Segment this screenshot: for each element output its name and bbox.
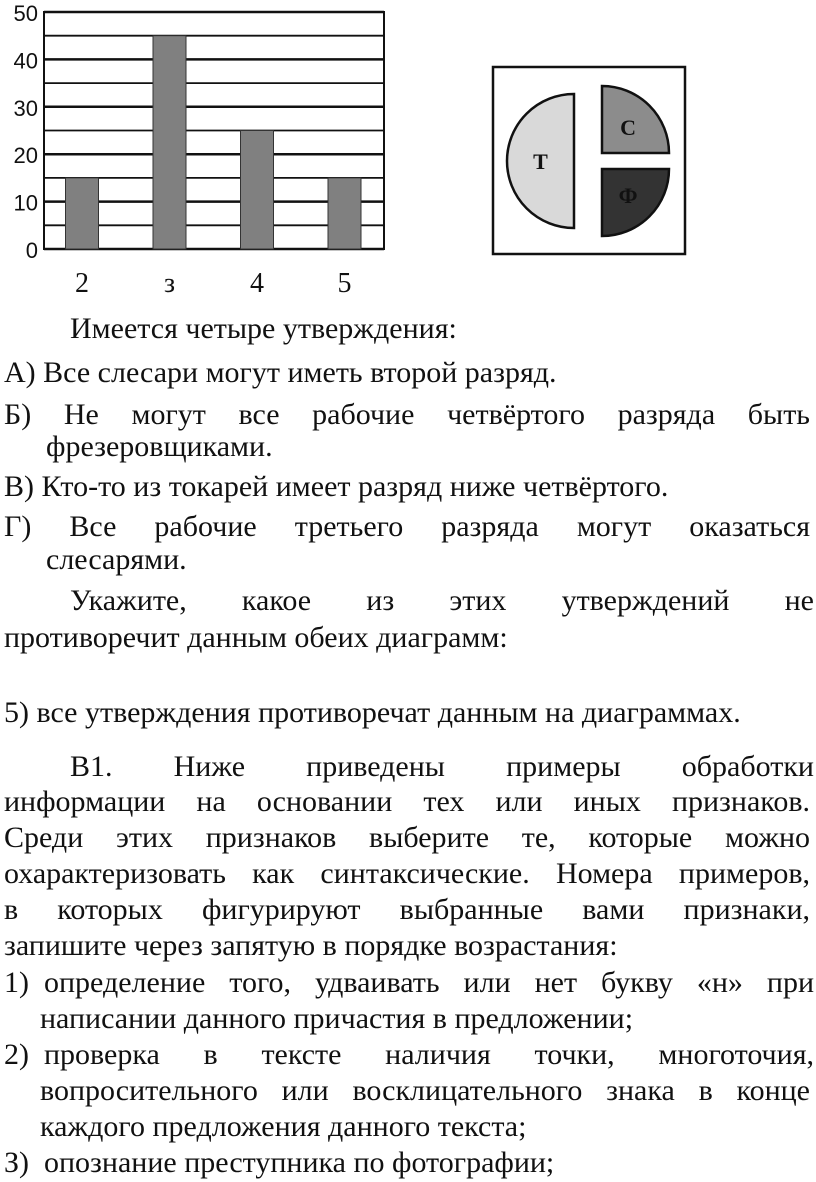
b1-line2: информации на основании тех или иных признаков. xyxy=(4,785,810,818)
bar-chart-bar xyxy=(66,178,99,249)
bar-chart-y-tick-label: 20 xyxy=(13,143,38,169)
bar-chart-y-tick-label: 30 xyxy=(13,95,38,121)
list-item-3-number: З) xyxy=(4,1146,30,1179)
question-line1: Укажите, какое из этих утверждений не xyxy=(70,584,814,617)
statement-d-line2: слесарями. xyxy=(46,543,187,576)
bar-chart-bar xyxy=(241,131,274,250)
bar-chart-x-tick-label: 4 xyxy=(250,268,264,299)
bar-chart xyxy=(14,1,384,299)
list-item-2-line3: каждого предложения данного текста; xyxy=(40,1110,527,1143)
figure-diagrams xyxy=(0,0,816,300)
statement-b-line2: фрезеровщиками. xyxy=(46,430,273,463)
pie-chart xyxy=(493,67,685,254)
list-item-1-number: 1) xyxy=(4,966,29,999)
statement-c: В) Кто-то из токарей имеет разряд ниже четвёртого. xyxy=(4,470,669,503)
b1-line3: Среди этих признаков выберите те, которые можно xyxy=(4,821,810,854)
intro-text: Имеется четыре утверждения: xyxy=(70,312,457,345)
list-item-2-line2: вопросительного или восклицательного знака в конце xyxy=(40,1074,810,1107)
pie-chart-slice-label: Ф xyxy=(618,183,638,209)
pie-chart-slice-label: С xyxy=(620,114,637,140)
bar-chart-x-tick-label: 5 xyxy=(337,268,352,299)
list-item-2-number: 2) xyxy=(4,1038,29,1071)
b1-line6: запишите через запятую в порядке возрастания: xyxy=(4,929,618,962)
question-line2: противоречит данным обеих диаграмм: xyxy=(4,621,508,654)
intro-line xyxy=(4,312,810,346)
list-item-1-line1: определение того, удваивать или нет букву «н» при xyxy=(44,966,814,999)
option-5: 5) все утверждения противоречат данным на диаграммах. xyxy=(4,696,741,729)
bar-chart-y-tick-label: 0 xyxy=(25,238,38,263)
list-item-3-line1: опознание преступника по фотографии; xyxy=(44,1146,555,1179)
bar-chart-bar xyxy=(153,36,186,249)
b1-line1: В1. Ниже приведены примеры обработки xyxy=(70,750,814,783)
b1-line5: в которых фигурируют выбранные вами признаки, xyxy=(4,893,810,926)
b1-line4: охарактеризовать как синтаксические. Номера примеров, xyxy=(4,857,810,890)
list-item-2-line1: проверка в тексте наличия точки, многоточия, xyxy=(44,1038,814,1071)
bar-chart-bar xyxy=(328,178,361,249)
bar-chart-x-tick-label: з xyxy=(163,268,176,299)
bar-chart-y-tick-label: 40 xyxy=(13,48,38,74)
statement-d-line1: Г) Все рабочие третьего разряда могут оказаться xyxy=(4,510,810,543)
bar-chart-x-tick-label: 2 xyxy=(75,268,89,299)
bar-chart-y-tick-label: 10 xyxy=(13,190,38,216)
pie-chart-slice-label: Т xyxy=(533,149,548,174)
statement-b-line1: Б) Не могут все рабочие четвёртого разряда быть xyxy=(4,398,810,431)
list-item-1-line2: написании данного причастия в предложении; xyxy=(40,1002,634,1035)
statement-a: А) Все слесари могут иметь второй разряд. xyxy=(4,356,557,389)
bar-chart-y-tick-label: 50 xyxy=(13,1,38,26)
